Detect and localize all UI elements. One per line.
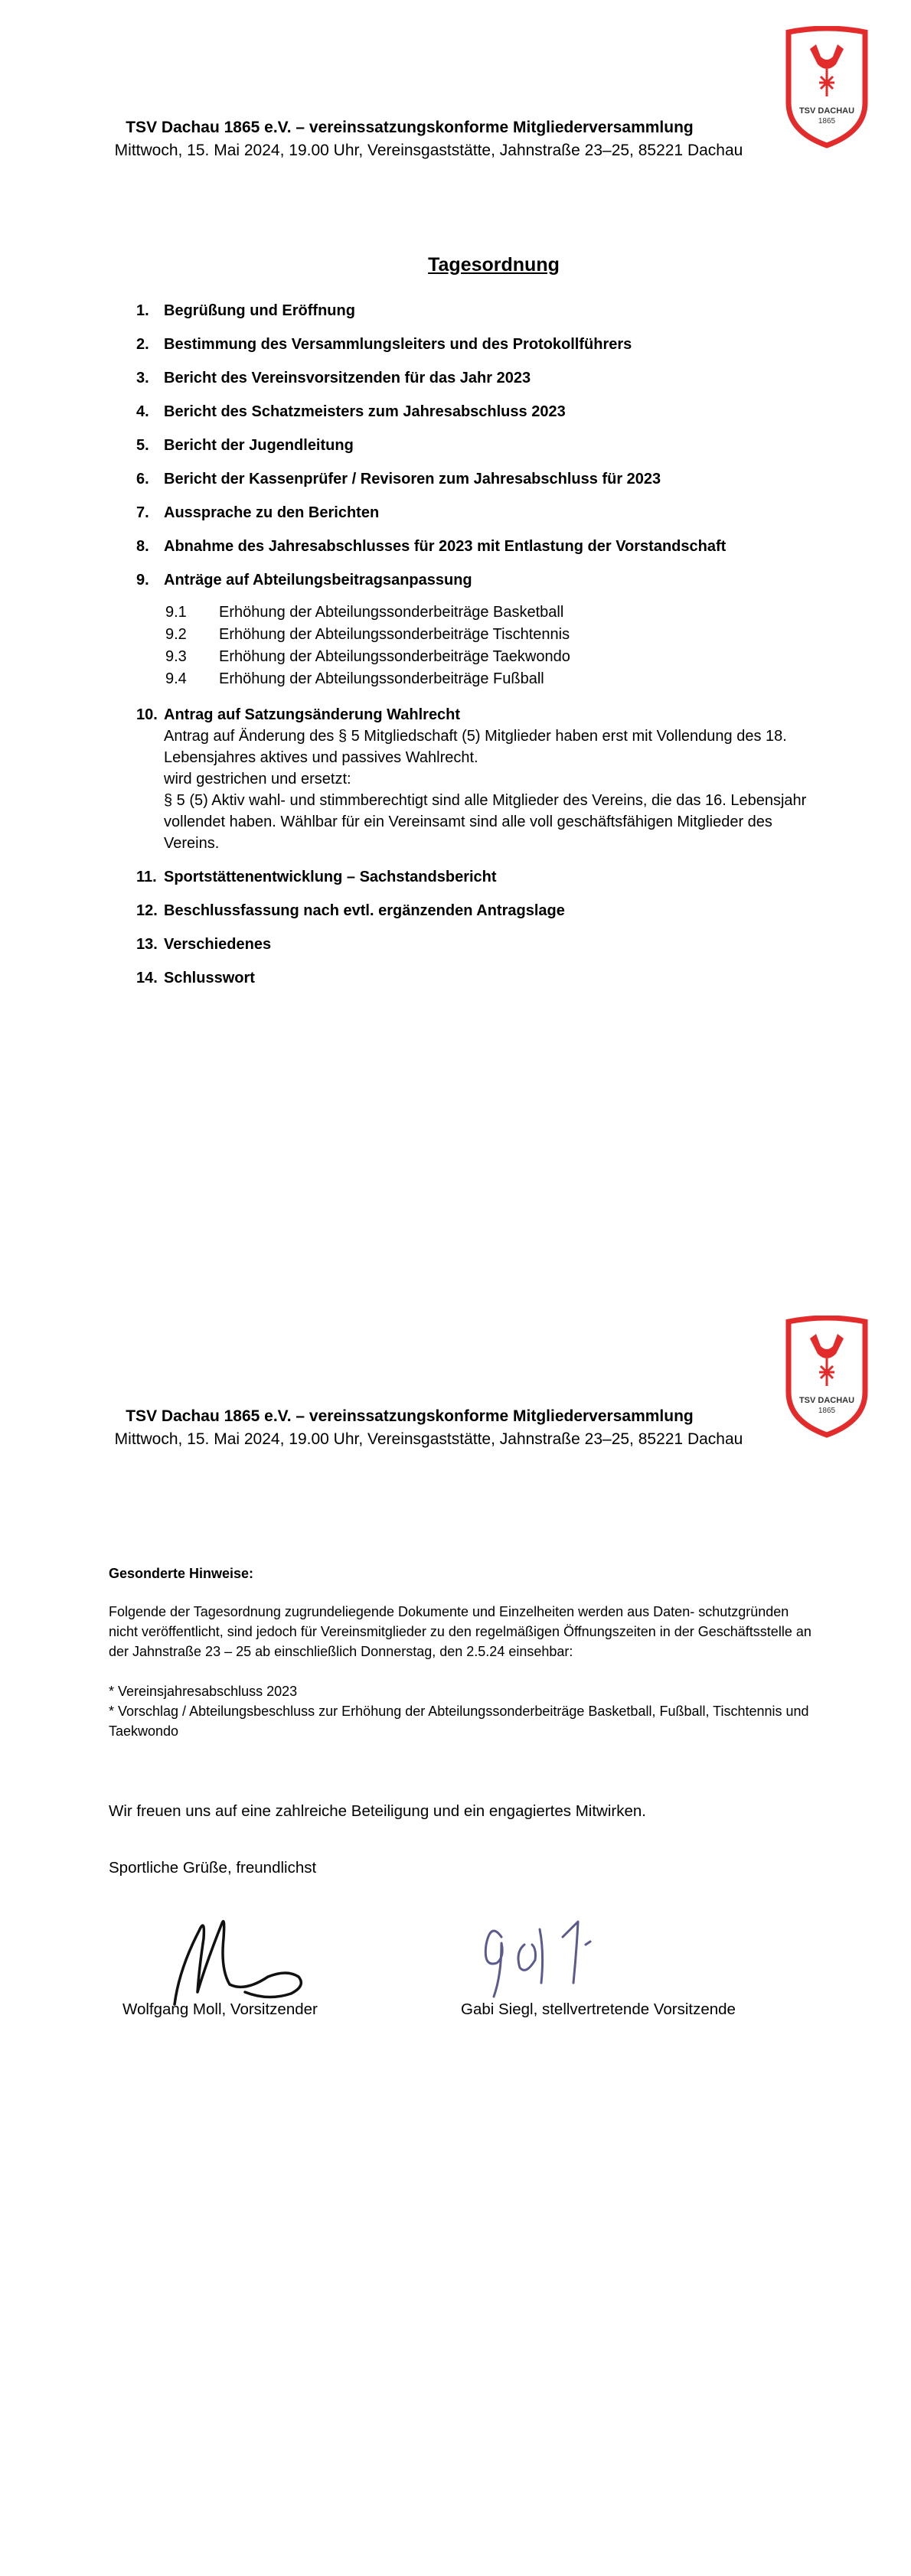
closing-line: Wir freuen uns auf eine zahlreiche Beteiligung und ein engagiertes Mitwirken. — [109, 1802, 646, 1820]
agenda-item: 7. Aussprache zu den Berichten — [136, 504, 380, 521]
agenda-sublist — [165, 602, 825, 690]
svg-text:TSV DACHAU: TSV DACHAU — [798, 106, 855, 116]
agenda-subitem: 9.1 Erhöhung der Abteilungssonderbeiträge Basketball — [165, 604, 564, 621]
notes-bullet: * Vereinsjahresabschluss 2023 — [109, 1684, 298, 1699]
page-header — [0, 1405, 911, 1451]
svg-text:1865: 1865 — [818, 1407, 836, 1415]
agenda-subitem: 9.3 Erhöhung der Abteilungssonderbeiträge Taekwondo — [165, 648, 570, 665]
antrag-line: Antrag auf Änderung des § 5 Mitgliedschaft (5) Mitglieder haben erst mit Vollendung des 18. Lebensjahres aktives und passives Wahlrecht. — [164, 728, 787, 766]
agenda-item: 10. Antrag auf Satzungsänderung Wahlrecht Antrag auf Änderung des § 5 Mitgliedschaft (5) Mitglieder haben erst mit Vollendung des 18. Lebensjahres aktives und passives Wahlrecht. wird gestrichen und ersetzt: § 5 (5) Aktiv wahl- und stimmberechtigt sind alle Mitglieder des Vereins, die das 16. Lebensjahr vollendet haben. Wählbar für ein Vereinsamt sind alle voll geschäftsfähigen Mitglieder des Vereins. — [136, 704, 825, 854]
header-subtitle: Mittwoch, 15. Mai 2024, 19.00 Uhr, Vereinsgaststätte, Jahnstraße 23–25, 85221 Dachau — [114, 142, 743, 159]
agenda-item: 9. Anträge auf Abteilungsbeitragsanpassung 9.1 Erhöhung der Abteilungssonderbeiträge Basketball 9.2 Erhöhung der Abteilungssonderbeiträge Tischtennis 9.3 Erhöhung der Abteilungssonderbeiträge Taekwondo 9.4 Erhöhung der Abteilungssonderbeiträge Fußball — [136, 569, 825, 690]
special-notes — [109, 1564, 813, 1741]
agenda-item: 12. Beschlussfassung nach evtl. ergänzenden Antragslage — [136, 902, 565, 919]
agenda-item: 2. Bestimmung des Versammlungsleiters und des Protokollführers — [136, 336, 632, 353]
agenda-item: 14. Schlusswort — [136, 970, 255, 986]
greeting-line: Sportliche Grüße, freundlichst — [109, 1859, 317, 1877]
agenda-item: 3. Bericht des Vereinsvorsitzenden für das Jahr 2023 — [136, 370, 531, 386]
page-2 — [0, 1288, 911, 2576]
agenda-title: Tagesordnung — [428, 254, 560, 276]
agenda-subitem: 9.2 Erhöhung der Abteilungssonderbeiträge Tischtennis — [165, 626, 570, 643]
agenda-item: 1. Begrüßung und Eröffnung — [136, 302, 355, 319]
signature-moll — [153, 1900, 329, 2007]
svg-text:1865: 1865 — [818, 117, 836, 126]
page-header — [0, 116, 911, 162]
svg-text:TSV DACHAU: TSV DACHAU — [798, 1396, 855, 1405]
notes-bullet: * Vorschlag / Abteilungsbeschluss zur Erhöhung der Abteilungssonderbeiträge Basketball, Fußball, Tischtennis und Taekwondo — [109, 1704, 809, 1739]
header-subtitle: Mittwoch, 15. Mai 2024, 19.00 Uhr, Vereinsgaststätte, Jahnstraße 23–25, 85221 Dachau — [114, 1430, 743, 1448]
notes-heading: Gesonderte Hinweise: — [109, 1566, 254, 1581]
agenda-item: 4. Bericht des Schatzmeisters zum Jahresabschluss 2023 — [136, 403, 566, 420]
signature-siegl — [471, 1906, 632, 2002]
antrag-line: wird gestrichen und ersetzt: — [164, 771, 351, 787]
agenda-subitem: 9.4 Erhöhung der Abteilungssonderbeiträge Fußball — [165, 670, 544, 687]
header-title: TSV Dachau 1865 e.V. – vereinssatzungskonforme Mitgliederversammlung — [126, 1407, 694, 1425]
antrag-line: § 5 (5) Aktiv wahl- und stimmberechtigt sind alle Mitglieder des Vereins, die das 16. Lebensjahr vollendet haben. Wählbar für ein Vereinsamt sind alle voll geschäftsfähigen Mitglieder des Vereins. — [164, 792, 807, 852]
agenda-item: 11. Sportstättenentwicklung – Sachstandsbericht — [136, 869, 497, 885]
agenda-item: 5. Bericht der Jugendleitung — [136, 437, 354, 454]
signer-deputy: Gabi Siegl, stellvertretende Vorsitzende — [461, 2000, 736, 2018]
notes-paragraph: Folgende der Tagesordnung zugrundeliegende Dokumente und Einzelheiten werden aus Daten- schutzgründen nicht veröffentlicht, sind jedoch für Vereinsmitglieder zu den regelmäßigen Öffnungszeiten in der Geschäftsstelle an der Jahnstraße 23 – 25 ab einschließlich Donnerstag, den 2.5.24 einsehbar: — [109, 1604, 811, 1659]
signer-chairman: Wolfgang Moll, Vorsitzender — [122, 2000, 318, 2018]
agenda-item: 8. Abnahme des Jahresabschlusses für 2023 mit Entlastung der Vorstandschaft — [136, 538, 727, 555]
header-title: TSV Dachau 1865 e.V. – vereinssatzungskonforme Mitgliederversammlung — [126, 119, 694, 136]
agenda-item: 6. Bericht der Kassenprüfer / Revisoren zum Jahresabschluss für 2023 — [136, 471, 661, 487]
agenda-list — [136, 300, 825, 1001]
antrag-details — [164, 726, 825, 854]
agenda-item: 13. Verschiedenes — [136, 936, 272, 953]
